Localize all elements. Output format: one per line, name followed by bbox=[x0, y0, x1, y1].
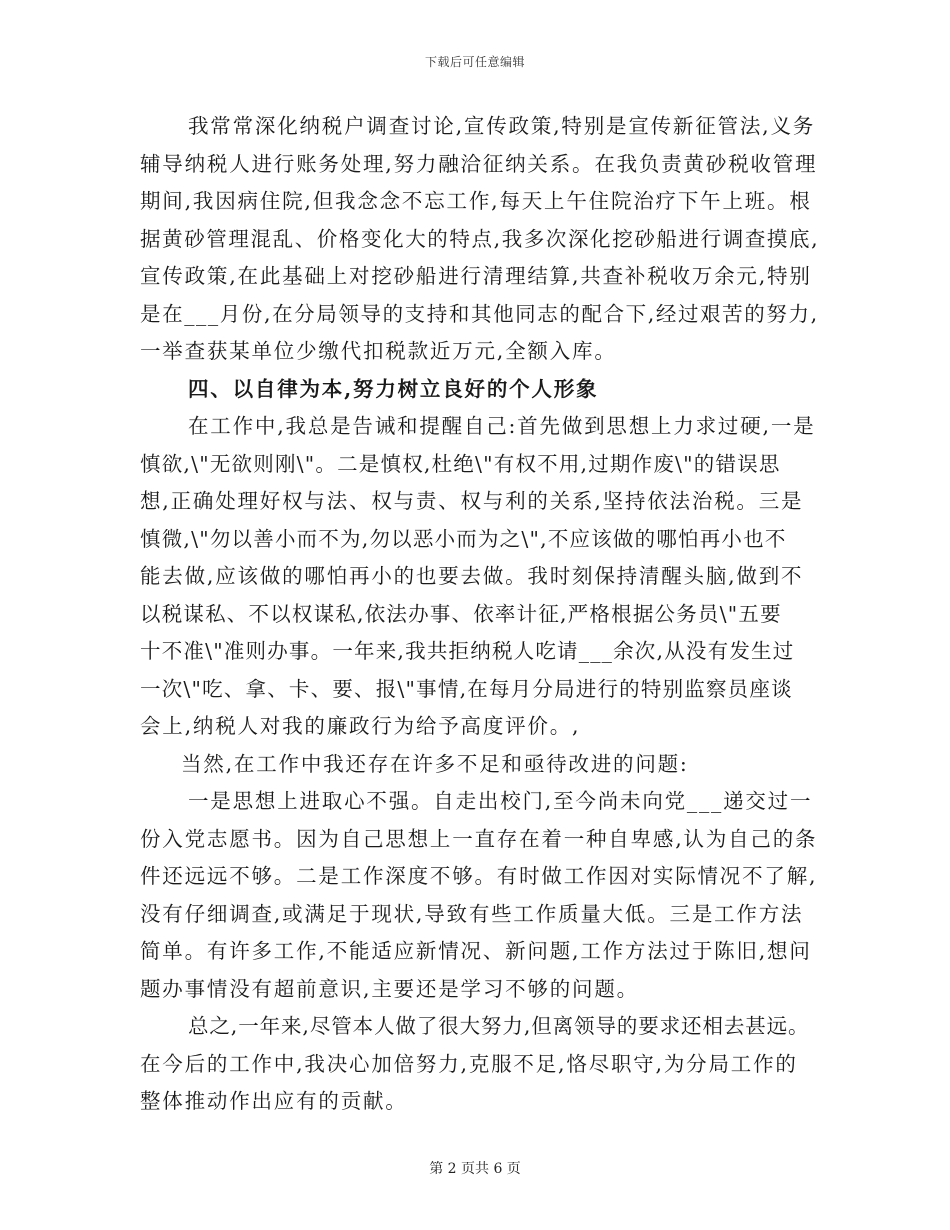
section-heading: 四、以自律为本,努力树立良好的个人形象 bbox=[188, 376, 599, 401]
page-header: 下载后可任意编辑 bbox=[424, 55, 525, 69]
text-line: 会上,纳税人对我的廉政行为给予高度评价。, bbox=[140, 714, 581, 738]
text-line: 以税谋私、不以权谋私,依法办事、依率计征,严格根据公务员\"五要 bbox=[140, 601, 782, 626]
text-line: 份入党志愿书。因为自己思想上一直存在着一种自卑感,认为自己的条 bbox=[140, 826, 818, 851]
text-line: 在今后的工作中,我决心加倍努力,克服不足,恪尽职守,为分局工作的 bbox=[140, 1051, 798, 1076]
text-line: 整体推动作出应有的贡献。 bbox=[140, 1089, 408, 1113]
text-line: 慎欲,\"无欲则刚\"。二是慎权,杜绝\"有权不用,过期作废\"的错误思 bbox=[140, 451, 781, 476]
text-line: 件还远远不够。二是工作深度不够。有时做工作因对实际情况不了解, bbox=[140, 864, 818, 888]
text-line: 我常常深化纳税户调查讨论,宣传政策,特别是宣传新征管法,义务 bbox=[188, 114, 816, 138]
text-line: 据黄砂管理混乱、价格变化大的特点,我多次深化挖砂船进行调查摸底, bbox=[140, 226, 820, 251]
text-line: 慎微,\"勿以善小而不为,勿以恶小而为之\",不应该做的哪怕再小也不 bbox=[140, 526, 787, 551]
text-line: 总之,一年来,尽管本人做了很大努力,但离领导的要求还相去甚远。 bbox=[188, 1014, 810, 1038]
text-line: 简单。有许多工作,不能适应新情况、新问题,工作方法过于陈旧,想问 bbox=[140, 939, 812, 963]
text-line: 期间,我因病住院,但我念念不忘工作,每天上午住院治疗下午上班。根 bbox=[140, 189, 812, 213]
text-line: 当然,在工作中我还存在许多不足和亟待改进的问题: bbox=[181, 751, 689, 776]
text-line: 一举查获某单位少缴代扣税款近万元,全额入库。 bbox=[140, 339, 617, 363]
text-line: 想,正确处理好权与法、权与责、权与利的关系,坚持依法治税。三是 bbox=[140, 489, 804, 513]
text-line: 是在___月份,在分局领导的支持和其他同志的配合下,经过艰苦的努力, bbox=[140, 301, 819, 326]
text-line: 能去做,应该做的哪怕再小的也要去做。我时刻保持清醒头脑,做到不 bbox=[140, 564, 804, 588]
page-footer: 第 2 页共 6 页 bbox=[429, 1161, 521, 1177]
text-line: 没有仔细调查,或满足于现状,导致有些工作质量大低。三是工作方法 bbox=[140, 901, 804, 926]
text-line: 十不准\"准则办事。一年来,我共拒纳税人吃请___余次,从没有发生过 bbox=[140, 639, 795, 663]
text-line: 宣传政策,在此基础上对挖砂船进行清理结算,共查补税收万余元,特别 bbox=[140, 264, 812, 288]
document-body bbox=[140, 108, 820, 1121]
text-line: 一是思想上进取心不强。自走出校门,至今尚未向党___递交过一 bbox=[188, 789, 813, 813]
text-line: 辅导纳税人进行账务处理,努力融洽征纳关系。在我负责黄砂税收管理 bbox=[140, 151, 818, 176]
text-line: 题办事情没有超前意识,主要还是学习不够的问题。 bbox=[140, 976, 639, 1001]
text-line: 在工作中,我总是告诫和提醒自己:首先做到思想上力求过硬,一是 bbox=[188, 414, 816, 438]
text-line: 一次\"吃、拿、卡、要、报\"事情,在每月分局进行的特别监察员座谈 bbox=[140, 676, 793, 701]
